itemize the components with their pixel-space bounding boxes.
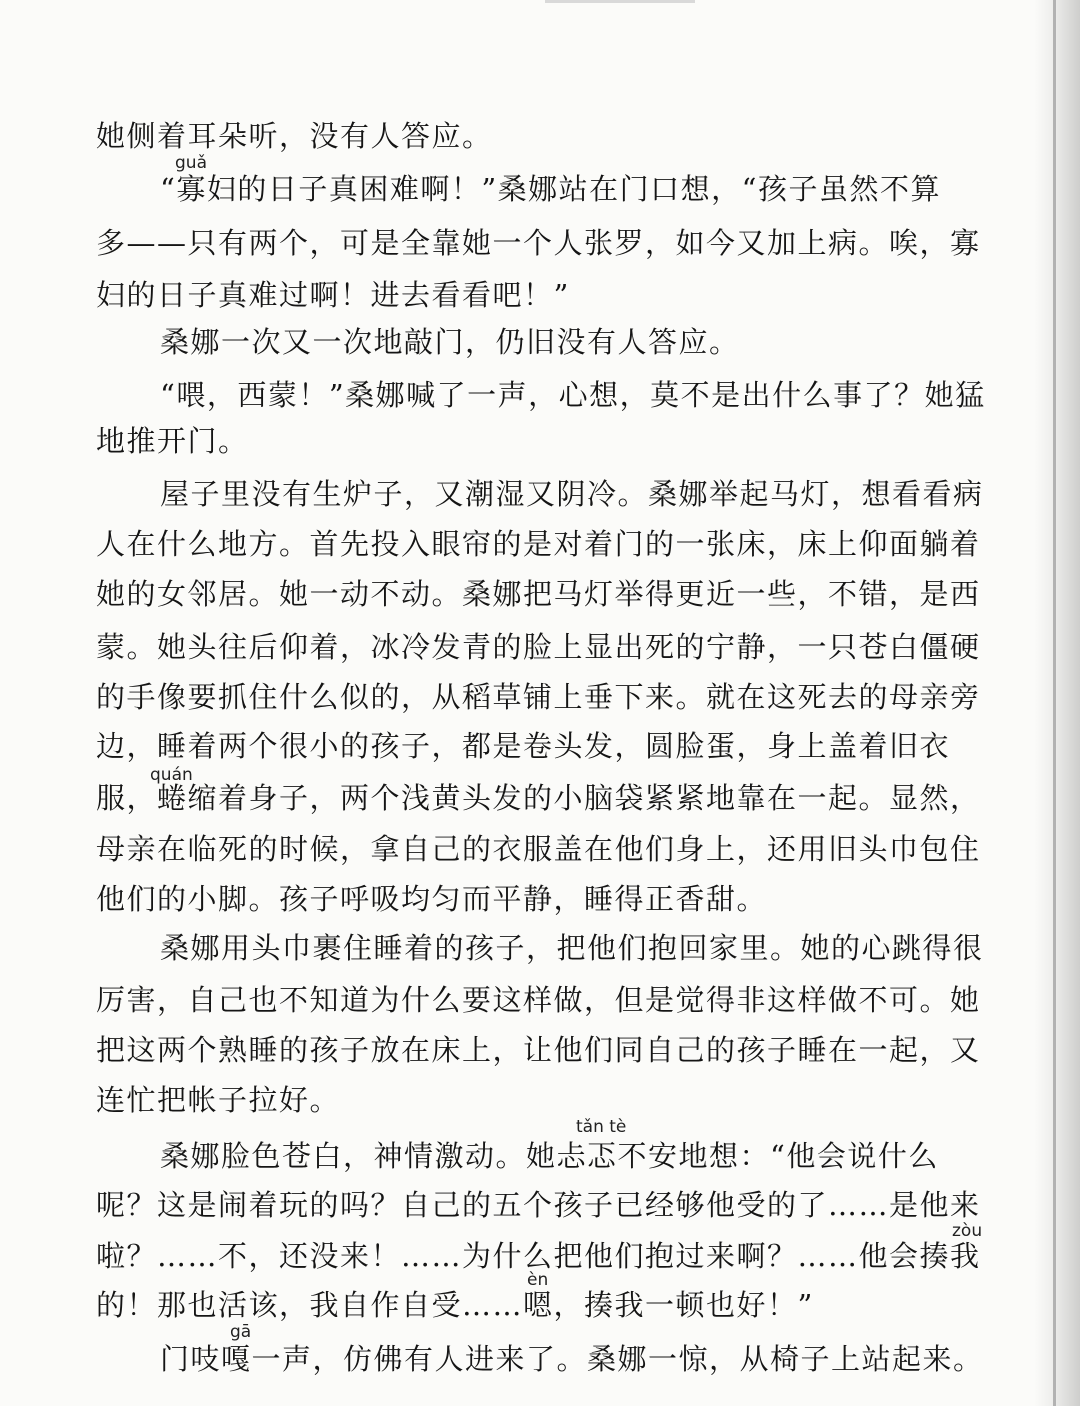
text-line: 把这两个熟睡的孩子放在床上，让他们同自己的孩子睡在一起，又 [96,1033,981,1067]
text-line: 他们的小脚。孩子呼吸均匀而平静，睡得正香甜。 [96,882,768,916]
text-line: 母亲在临死的时候，拿自己的衣服盖在他们身上，还用旧头巾包住 [96,832,981,866]
pinyin-annotation: guǎ [175,153,207,173]
pinyin-annotation: zòu [952,1221,983,1241]
pinyin-annotation: quán [150,765,193,785]
pinyin-annotation: tǎn tè [576,1117,627,1137]
text-line: 多——只有两个，可是全靠她一个人张罗，如今又加上病。唉，寡 [96,226,981,260]
text-line: 服，蜷缩着身子，两个浅黄头发的小脑袋紧紧地靠在一起。显然， [96,781,981,815]
text-line: 厉害，自己也不知道为什么要这样做，但是觉得非这样做不可。她 [96,983,981,1017]
text-line: 妇的日子真难过啊！进去看看吧！” [96,278,570,312]
pinyin-annotation: gā [230,1322,252,1342]
text-line: 门吱嘎一声，仿佛有人进来了。桑娜一惊，从椅子上站起来。 [160,1342,984,1376]
text-line: 啦？……不，还没来！……为什么把他们抱过来啊？……他会揍我 [96,1239,981,1273]
text-line: 呢？这是闹着玩的吗？自己的五个孩子已经够他受的了……是他来 [96,1188,981,1222]
text-line: 连忙把帐子拉好。 [96,1083,341,1117]
text-line: 她侧着耳朵听，没有人答应。 [96,119,493,153]
text-line: 屋子里没有生炉子，又潮湿又阴冷。桑娜举起马灯，想看看病 [160,477,984,511]
text-line: 人在什么地方。首先投入眼帘的是对着门的一张床，床上仰面躺着 [96,527,981,561]
text-line: 桑娜脸色苍白，神情激动。她忐忑不安地想：“他会说什么 [160,1139,939,1173]
text-line: 的！那也活该，我自作自受……嗯，揍我一顿也好！” [96,1288,814,1322]
page-edge-line [1053,0,1056,1406]
text-line: 的手像要抓住什么似的，从稻草铺上垂下来。就在这死去的母亲旁 [96,680,981,714]
pinyin-annotation: èn [527,1270,549,1290]
text-line: 桑娜一次又一次地敲门，仍旧没有人答应。 [160,325,740,359]
page-edge-shadow [1034,0,1080,1406]
text-line: 桑娜用头巾裹住睡着的孩子，把他们抱回家里。她的心跳得很 [160,931,984,965]
text-line: 边，睡着两个很小的孩子，都是卷头发，圆脸蛋，身上盖着旧衣 [96,729,951,763]
text-line: 蒙。她头往后仰着，冰冷发青的脸上显出死的宁静，一只苍白僵硬 [96,630,981,664]
text-line: 她的女邻居。她一动不动。桑娜把马灯举得更近一些，不错，是西 [96,577,981,611]
text-line: “喂，西蒙！”桑娜喊了一声，心想，莫不是出什么事了？她猛 [160,378,986,412]
scan-artifact [545,0,695,3]
text-line: 地推开门。 [96,424,249,458]
text-line: “寡妇的日子真困难啊！”桑娜站在门口想，“孩子虽然不算 [160,172,941,206]
